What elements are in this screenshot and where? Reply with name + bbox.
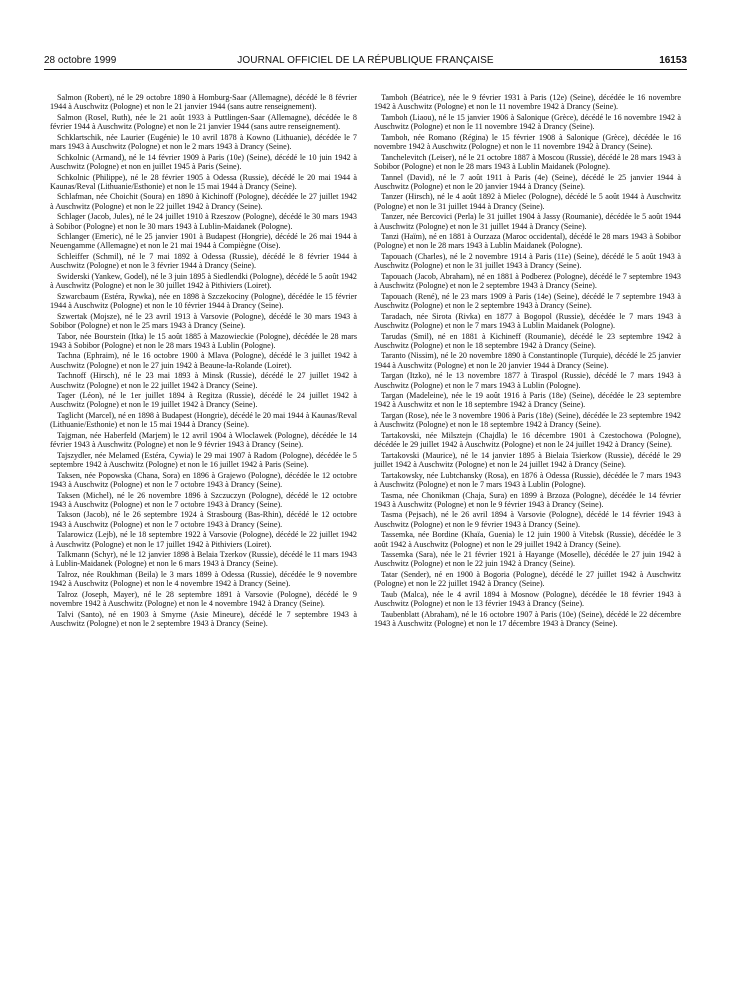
left-column <box>50 93 357 630</box>
death-record-entry: Tartakowsky, née Lubtchansky (Rosa), en 1876 à Odessa (Russie), décédée le 7 mars 1943 à Auschwitz (Pologne) et non le 7 mars 1943 à Lublin (Pologne). <box>374 470 681 489</box>
death-record-entry: Tapouach (Jacob, Abraham), né en 1881 à Podberez (Pologne), décédé le 7 septembre 1943 à Auschwitz (Pologne) et non le 2 septembre 1943 à Drancy (Seine). <box>374 271 681 291</box>
death-record-entry: Tamboh (Béatrice), née le 9 février 1931 à Paris (12e) (Seine), décédée le 16 novembre 1942 à Auschwitz (Pologne) et non le 11 novembre 1942 à Drancy (Seine). <box>374 93 681 112</box>
death-record-entry: Tartakovski, née Milsztejn (Chajdla) le 16 décembre 1901 à Czestochowa (Pologne), décédée le 29 juillet 1942 à Auschwitz (Pologne) et non le 24 juillet 1942 à Drancy (Seine). <box>374 430 681 450</box>
death-record-entry: Schlanger (Emeric), né le 25 janvier 1901 à Budapest (Hongrie), décédé le 26 mai 1944 à Neuengamme (Allemagne) et non le 21 mai 1944 à Compiègne (Oise). <box>50 232 357 251</box>
death-record-entry: Tassemka, née Bordine (Khaïa, Guenia) le 12 juin 1900 à Vitebsk (Russie), décédée le 3 août 1942 à Auschwitz (Pologne) et non le 29 juillet 1942 à Drancy (Seine). <box>374 530 681 549</box>
death-record-entry: Taksen (Michel), né le 26 novembre 1896 à Szczuczyn (Pologne), décédé le 12 octobre 1943 à Auschwitz (Pologne) et non le 7 octobre 1943 à Drancy (Seine). <box>50 490 357 509</box>
death-record-entry: Tarudas (Smil), né en 1881 à Kichineff (Roumanie), décédé le 23 septembre 1942 à Auschwitz (Pologne) et non le 18 septembre 1942 à Drancy (Seine). <box>374 331 681 350</box>
death-record-entry: Tachnoff (Hirsch), né le 23 mai 1893 à Minsk (Russie), décédé le 27 juillet 1942 à Auschwitz (Pologne) et non le 22 juillet 1942 à Drancy (Seine). <box>50 371 357 390</box>
death-record-entry: Taksen, née Popowska (Chana, Sora) en 1896 à Grajewo (Pologne), décédée le 12 octobre 1943 à Auschwitz (Pologne) et non le 7 octobre 1943 à Drancy (Seine). <box>50 470 357 489</box>
page-number: 16153 <box>659 55 687 66</box>
death-record-entry: Talarowicz (Lejb), né le 18 septembre 1922 à Varsovie (Pologne), décédé le 22 juillet 1942 à Auschwitz (Pologne) et non le 17 juillet 1942 à Pithiviers (Loiret). <box>50 530 357 549</box>
journal-title: JOURNAL OFFICIEL DE LA RÉPUBLIQUE FRANÇAISE <box>237 55 494 66</box>
death-record-entry: Tanzer (Hirsch), né le 4 août 1892 à Mielec (Pologne), décédé le 5 août 1944 à Auschwitz (Pologne) et non le 31 juillet 1944 à Drancy (Seine). <box>374 192 681 211</box>
death-record-entry: Tajszydler, née Melamed (Estéra, Cywia) le 29 mai 1907 à Radom (Pologne), décédée le 5 septembre 1942 à Auschwitz (Pologne) et non le 16 juillet 1942 à Paris (Seine). <box>50 450 357 470</box>
death-record-entry: Tamboh, née Romano (Régina) le 15 février 1908 à Salonique (Grèce), décédée le 16 novembre 1942 à Auschwitz (Pologne) et non le 11 novembre 1942 à Drancy (Seine). <box>374 132 681 152</box>
death-record-entry: Talkmann (Schyr), né le 12 janvier 1898 à Belaia Tzerkov (Russie), décédé le 11 mars 1943 à Lublin-Maidanek (Pologne) et non le 6 mars 1943 à Drancy (Seine). <box>50 550 357 569</box>
death-record-entry: Talvi (Santo), né en 1903 à Smyrne (Asie Mineure), décédé le 7 septembre 1943 à Auschwitz (Pologne) et non le 2 septembre 1943 à Drancy (Seine). <box>50 609 357 629</box>
death-record-entry: Schklartschik, née Laurier (Eugénie) le 10 avril 1878 à Kowno (Lithuanie), décédée le 7 mars 1943 à Auschwitz (Pologne) et non le 2 mars 1943 à Drancy (Seine). <box>50 132 357 152</box>
death-record-entry: Targan (Madeleine), née le 19 août 1916 à Paris (18e) (Seine), décédée le 23 septembre 1942 à Auschwitz et non le 18 septembre 1942 à Drancy (Seine). <box>374 391 681 410</box>
death-record-entry: Tatar (Sender), né en 1900 à Bogoria (Pologne), décédé le 27 juillet 1942 à Auschwitz (Pologne) et non le 22 juillet 1942 à Drancy (Seine). <box>374 570 681 589</box>
death-record-entry: Tanchelevitch (Leiser), né le 21 octobre 1887 à Moscou (Russie), décédé le 28 mars 1943 à Sobibor (Pologne) et non le 28 mars 1943 à Lublin Maidanek (Pologne). <box>374 152 681 171</box>
death-record-entry: Talroz, née Roukhman (Beila) le 3 mars 1899 à Odessa (Russie), décédée le 9 novembre 1942 à Auschwitz (Pologne) et non le 4 novembre 1942 à Drancy (Seine). <box>50 570 357 589</box>
death-record-entry: Schkolnic (Armand), né le 14 février 1909 à Paris (10e) (Seine), décédé le 10 juin 1942 à Auschwitz (Pologne) et non en juillet 1945 à Paris (Seine). <box>50 152 357 171</box>
death-record-entry: Schlager (Jacob, Jules), né le 24 juillet 1910 à Rzeszow (Pologne), décédé le 30 mars 1943 à Sobibor (Pologne) et non le 30 mars 1943 à Lublin-Maidanek (Pologne). <box>50 212 357 231</box>
death-record-entry: Salmon (Rosel, Ruth), née le 21 août 1933 à Puttlingen-Saar (Allemagne), décédée le 8 février 1944 à Auschwitz (Pologne) et non le 21 janvier 1944 (sans autre renseignement). <box>50 112 357 132</box>
header-rule <box>44 69 687 70</box>
death-record-entry: Taub (Malca), née le 4 avril 1894 à Mosnow (Pologne), décédée le 18 février 1943 à Auschwitz (Pologne) et non le 13 février 1943 à Drancy (Seine). <box>374 589 681 609</box>
death-record-entry: Swiderski (Yankew, Godel), né le 3 juin 1895 à Siedlendki (Pologne), décédé le 5 août 1942 à Auschwitz (Pologne) et non le 30 juillet 1942 à Pithiviers (Loiret). <box>50 271 357 291</box>
death-record-entry: Schleiffer (Schmil), né le 7 mai 1892 à Odessa (Russie), décédé le 8 février 1944 à Auschwitz (Pologne) et non le 3 février 1944 à Drancy (Seine). <box>50 252 357 271</box>
death-record-entry: Tartakovski (Maurice), né le 14 janvier 1895 à Bielaia Tsierkow (Russie), décédé le 29 juillet 1942 à Auschwitz (Pologne) et non le 24 juillet 1942 à Drancy (Seine). <box>374 450 681 470</box>
issue-date: 28 octobre 1999 <box>44 55 117 66</box>
page-header <box>44 55 687 73</box>
death-record-entry: Tanzi (Haïm), né en 1881 à Ourzaza (Maroc occidental), décédé le 28 mars 1943 à Sobibor (Pologne) et non le 28 mars 1943 à Lublin Maidanek (Pologne). <box>374 232 681 251</box>
death-record-entry: Taranto (Nissim), né le 20 novembre 1890 à Constantinople (Turquie), décédé le 25 janvier 1944 à Auschwitz (Pologne) et non le 20 janvier 1944 à Drancy (Seine). <box>374 351 681 370</box>
death-record-entry: Tapouach (Charles), né le 2 novembre 1914 à Paris (11e) (Seine), décédé le 5 août 1943 à Auschwitz (Pologne) et non le 31 juillet 1943 à Drancy (Seine). <box>374 252 681 271</box>
death-record-entry: Tanzer, née Bercovici (Perla) le 31 juillet 1904 à Jassy (Roumanie), décédée le 5 août 1944 à Auschwitz (Pologne) et non le 31 juillet 1944 à Drancy (Seine). <box>374 212 681 231</box>
death-record-entry: Tasma (Pejsach), né le 26 avril 1894 à Varsovie (Pologne), décédé le 14 février 1943 à Auschwitz (Pologne) et non le 9 février 1943 à Drancy (Seine). <box>374 510 681 529</box>
death-record-entry: Tachna (Ephraim), né le 16 octobre 1900 à Mlava (Pologne), décédé le 3 juillet 1942 à Auschwitz (Pologne) et non le 27 juin 1942 à Beaune-la-Rolande (Loiret). <box>50 351 357 370</box>
right-column <box>374 93 681 630</box>
death-record-entry: Salmon (Robert), né le 29 octobre 1890 à Homburg-Saar (Allemagne), décédé le 8 février 1944 à Auschwitz (Pologne) et non le 21 janvier 1944 (sans autre renseignement). <box>50 93 357 112</box>
death-record-entry: Tager (Léon), né le 1er juillet 1894 à Regitza (Russie), décédé le 24 juillet 1942 à Auschwitz (Pologne) et non le 19 juillet 1942 à Drancy (Seine). <box>50 391 357 410</box>
death-record-entry: Tabor, née Bourstein (Itka) le 15 août 1885 à Mazowieckie (Pologne), décédée le 28 mars 1943 à Sobibor (Pologne) et non le 28 mars 1943 à Lublin (Pologne). <box>50 331 357 350</box>
death-record-entry: Taradach, née Sirota (Rivka) en 1877 à Bogopol (Russie), décédée le 7 mars 1943 à Auschwitz (Pologne) et non le 7 mars 1943 à Lublin Maidanek (Pologne). <box>374 311 681 330</box>
death-record-entry: Targan (Itzko), né le 13 novembre 1877 à Tiraspol (Russie), décédé le 7 mars 1943 à Auschwitz (Pologne) et non le 7 mars 1943 à Lublin (Pologne). <box>374 371 681 390</box>
death-record-entry: Schlafman, née Choichit (Soura) en 1890 à Kichinoff (Pologne), décédée le 27 juillet 1942 à Auschwitz (Pologne) et non le 22 juillet 1942 à Drancy (Seine). <box>50 192 357 211</box>
death-record-entry: Schkolnic (Philippe), né le 28 février 1905 à Odessa (Russie), décédé le 20 mai 1944 à Kaunas/Reval (Lithuanie/Esthonie) et non le 15 mai 1944 à Drancy (Seine). <box>50 172 357 191</box>
death-record-entry: Szwertak (Mojsze), né le 23 avril 1913 à Varsovie (Pologne), décédé le 30 mars 1943 à Sobibor (Pologne) et non le 25 mars 1943 à Drancy (Seine). <box>50 311 357 330</box>
death-record-entry: Talroz (Joseph, Mayer), né le 28 septembre 1891 à Varsovie (Pologne), décédé le 9 novembre 1942 à Auschwitz (Pologne) et non le 4 novembre 1942 à Drancy (Seine). <box>50 589 357 609</box>
death-record-entry: Tamboh (Liaou), né le 15 janvier 1906 à Salonique (Grèce), décédé le 16 novembre 1942 à Auschwitz (Pologne) et non le 11 novembre 1942 à Drancy (Seine). <box>374 112 681 132</box>
death-record-entry: Tapouach (René), né le 23 mars 1909 à Paris (14e) (Seine), décédé le 7 septembre 1943 à Auschwitz (Pologne) et non le 2 septembre 1943 à Drancy (Seine). <box>374 291 681 311</box>
death-record-entry: Tassemka (Sara), née le 21 février 1921 à Hayange (Moselle), décédée le 27 juin 1942 à Auschwitz (Pologne) et non le 22 juin 1942 à Drancy (Seine). <box>374 550 681 569</box>
death-record-entry: Takson (Jacob), né le 26 septembre 1924 à Strasbourg (Bas-Rhin), décédé le 12 octobre 1943 à Auschwitz (Pologne) et non le 7 octobre 1943 à Drancy (Seine). <box>50 510 357 529</box>
death-record-entry: Targan (Rose), née le 3 novembre 1906 à Paris (18e) (Seine), décédée le 23 septembre 1942 à Auschwitz (Pologne) et non le 18 septembre 1942 à Drancy (Seine). <box>374 411 681 430</box>
death-record-entry: Tannel (David), né le 7 août 1911 à Paris (4e) (Seine), décédé le 25 janvier 1944 à Auschwitz (Pologne) et non le 20 janvier 1944 à Drancy (Seine). <box>374 172 681 191</box>
death-record-entry: Taglicht (Marcel), né en 1898 à Budapest (Hongrie), décédé le 20 mai 1944 à Kaunas/Reval (Lithuanie/Esthonie) et non le 15 mai 1944 à Drancy (Seine). <box>50 411 357 430</box>
death-record-entry: Tajgman, née Haberfeld (Marjem) le 12 avril 1904 à Wloclawek (Pologne), décédée le 14 février 1943 à Auschwitz (Pologne) et non le 9 février 1943 à Drancy (Seine). <box>50 430 357 450</box>
death-record-entry: Szwarcbaum (Estéra, Rywka), née en 1898 à Szczekociny (Pologne), décédée le 15 février 1944 à Auschwitz (Pologne) et non le 10 février 1944 à Drancy (Seine). <box>50 291 357 311</box>
death-record-entry: Taubenblatt (Abraham), né le 16 octobre 1907 à Paris (10e) (Seine), décédé le 22 décembre 1943 à Auschwitz (Pologne) et non le 17 décembre 1943 à Drancy (Seine). <box>374 609 681 629</box>
death-record-entry: Tasma, née Chonikman (Chaja, Sura) en 1899 à Brzoza (Pologne), décédée le 14 février 1943 à Auschwitz (Pologne) et non le 9 février 1943 à Drancy (Seine). <box>374 490 681 509</box>
